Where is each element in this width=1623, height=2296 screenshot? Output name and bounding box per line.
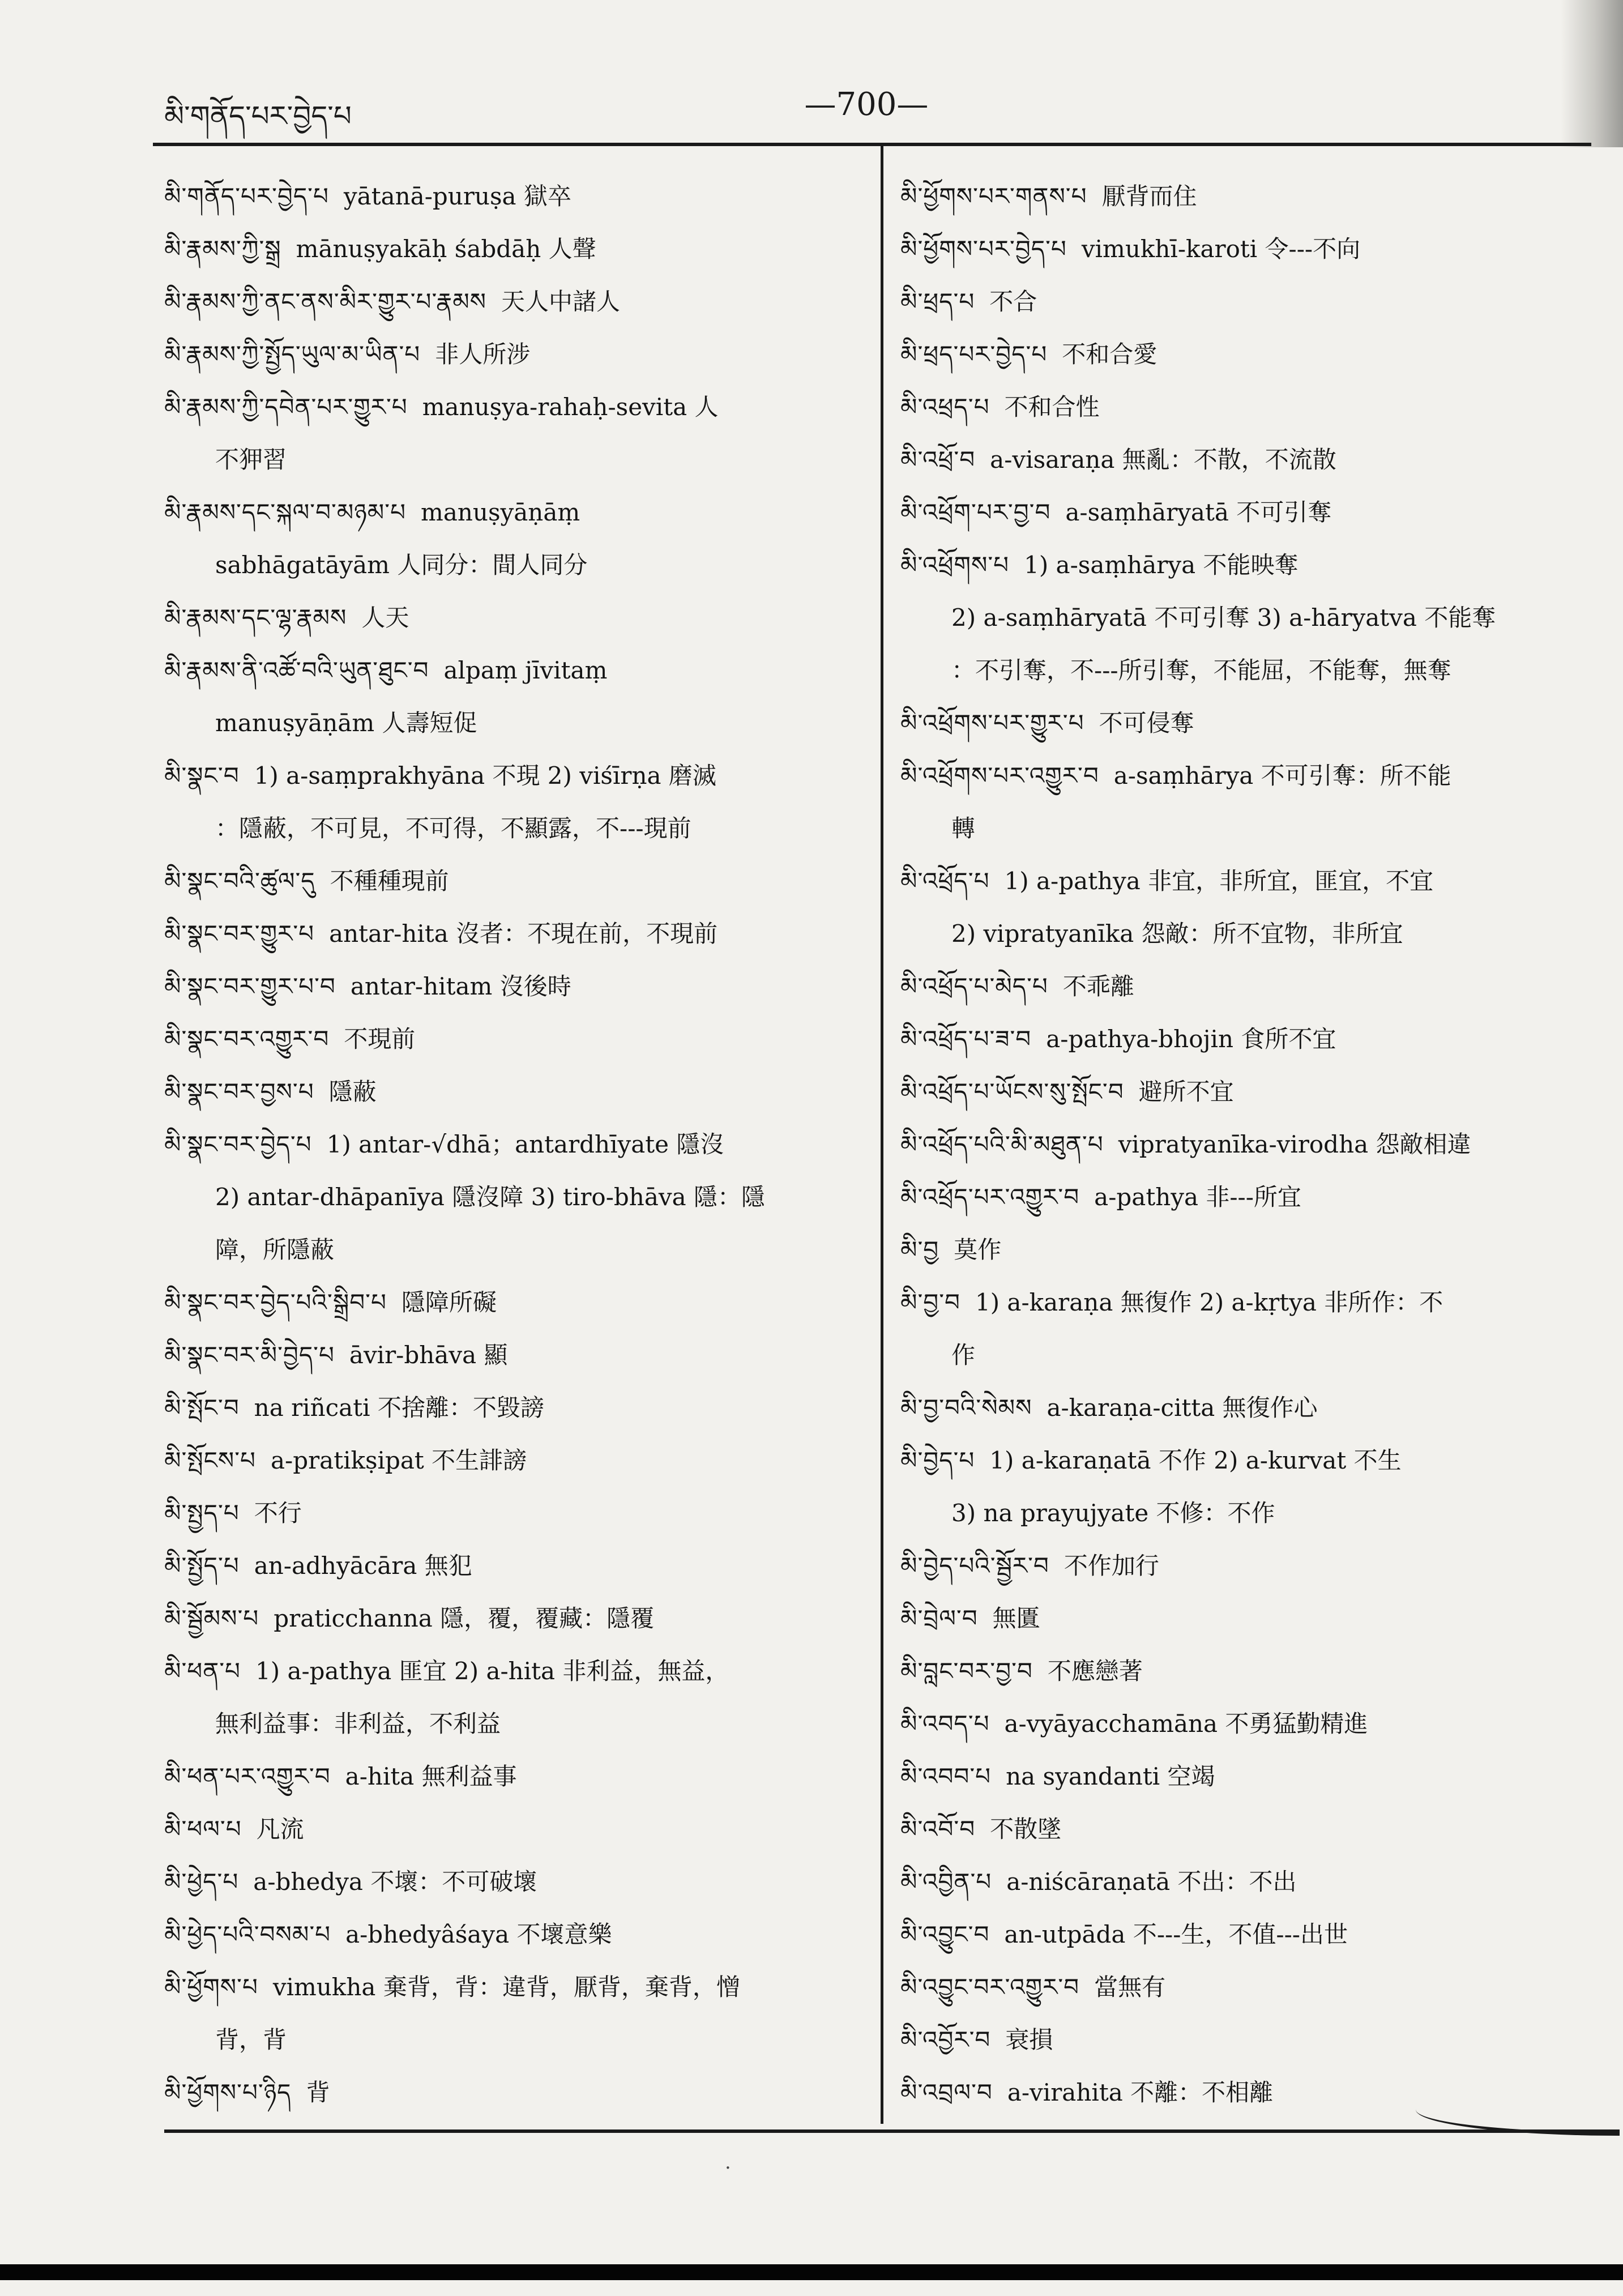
dictionary-entry bbox=[900, 275, 1603, 328]
entry-tibetan: མི་འབབ་པ bbox=[900, 1762, 992, 1790]
entry-continuation: 障，所隱蔽 bbox=[215, 1236, 335, 1264]
entry-tibetan: མི་བྲེལ་བ bbox=[900, 1604, 978, 1632]
entry-tibetan: མི་སྣང་བར་མི་བྱེད་པ bbox=[164, 1341, 335, 1369]
entry-tibetan: མི་བྱ bbox=[900, 1236, 939, 1264]
entry-definition: manuṣya-rahaḥ-sevita 人 bbox=[422, 393, 719, 421]
header-rule bbox=[153, 143, 1591, 146]
entry-definition: a-pathya-bhojin 食所不宜 bbox=[1046, 1025, 1336, 1053]
entry-definition: alpaṃ jīvitaṃ bbox=[443, 656, 608, 684]
entry-tibetan: མི་སྤོང་བ bbox=[164, 1394, 240, 1422]
scan-bottom-band bbox=[0, 2264, 1623, 2280]
entry-definition: a-hita 無利益事 bbox=[345, 1762, 517, 1790]
entry-definition: na riñcati 不捨離：不毀謗 bbox=[254, 1394, 544, 1422]
entry-tibetan: མི་འཕྲོད་པ bbox=[900, 867, 990, 895]
entry-tibetan: མི་འཕྲོགས་པ bbox=[900, 551, 1010, 579]
dictionary-entry bbox=[164, 2066, 866, 2119]
dictionary-entry bbox=[164, 1750, 866, 1803]
entry-definition: 不作加行 bbox=[1064, 1552, 1159, 1580]
column-divider bbox=[881, 146, 883, 2124]
entry-tibetan: མི་འབད་པ bbox=[900, 1710, 990, 1738]
dictionary-entry bbox=[900, 1697, 1603, 1750]
entry-definition: a-karaṇa-citta 無復作心 bbox=[1047, 1394, 1318, 1422]
dictionary-entry bbox=[164, 486, 866, 591]
dictionary-entry bbox=[164, 1908, 866, 1961]
dictionary-entry bbox=[900, 1065, 1603, 1118]
entry-definition: a-visaraṇa 無亂：不散，不流散 bbox=[990, 446, 1336, 473]
dictionary-entry bbox=[164, 223, 866, 275]
dictionary-entry bbox=[900, 539, 1603, 644]
entry-definition: a-bhedya 不壞：不可破壞 bbox=[253, 1868, 537, 1896]
entry-continuation: 不狎習 bbox=[215, 446, 287, 473]
dictionary-entry bbox=[900, 170, 1603, 223]
dictionary-entry bbox=[900, 749, 1603, 855]
entry-definition: 1) a-pathya 非宜，非所宜，匪宜，不宜 bbox=[1004, 867, 1434, 895]
entry-tibetan: མི་འཕྲོགས་པར་འགྱུར་བ bbox=[900, 762, 1099, 789]
entry-continuation: sabhāgatāyām 人同分：間人同分 bbox=[215, 551, 588, 579]
dictionary-entry bbox=[900, 1381, 1603, 1434]
dictionary-entry bbox=[900, 381, 1603, 433]
entry-definition: 隱蔽 bbox=[328, 1078, 377, 1106]
entry-tibetan: མི་བྱེད་པ bbox=[900, 1446, 975, 1474]
entry-definition: 不乖離 bbox=[1062, 972, 1134, 1000]
entry-definition: 人天 bbox=[361, 604, 409, 631]
dictionary-entry bbox=[900, 1434, 1603, 1539]
entry-tibetan: མི་བྱེད་པའི་སྦྱོར་བ bbox=[900, 1552, 1049, 1580]
entry-tibetan: མི་ཕྱོགས་པ bbox=[164, 1973, 258, 2001]
right-column bbox=[900, 170, 1603, 2119]
dictionary-entry bbox=[164, 1118, 866, 1223]
entry-tibetan: མི་འཕྲོད་པའི་མི་མཐུན་པ bbox=[900, 1130, 1104, 1158]
entry-tibetan: མི་འཕྲོད་པ་ཟ་བ bbox=[900, 1025, 1032, 1053]
dictionary-entry bbox=[900, 2013, 1603, 2066]
entry-tibetan: མི་རྣམས་ཀྱི་སྒྲ bbox=[164, 235, 281, 263]
entry-tibetan: མི་ཕྱེད་པ bbox=[164, 1868, 239, 1896]
entry-tibetan: མི་འབྲལ་བ bbox=[900, 2079, 993, 2106]
page-number: —700— bbox=[804, 86, 929, 123]
dictionary-entry bbox=[164, 855, 866, 907]
entry-definition: an-utpāda 不---生，不值---出世 bbox=[1004, 1921, 1348, 1948]
entry-definition: yātanā-puruṣa 獄卒 bbox=[343, 182, 571, 210]
entry-tibetan: མི་ཕྲད་པར་བྱེད་པ bbox=[900, 340, 1048, 368]
entry-definition: 無匱 bbox=[992, 1604, 1040, 1632]
entry-tibetan: མི་བླང་བར་བྱ་བ bbox=[900, 1657, 1033, 1685]
entry-tibetan: མི་རྣམས་ནི་འཚོ་བའི་ཡུན་ཐུང་བ bbox=[164, 656, 429, 684]
entry-tibetan: མི་ཕན་པ bbox=[164, 1657, 241, 1685]
dictionary-entry bbox=[164, 328, 866, 381]
dictionary-entry bbox=[164, 1223, 866, 1276]
dictionary-entry bbox=[900, 1645, 1603, 1697]
dictionary-entry bbox=[164, 1539, 866, 1592]
entry-tibetan: མི་ཕྲད་པ bbox=[900, 288, 975, 315]
entry-tibetan: མི་ཕལ་པ bbox=[164, 1815, 242, 1843]
entry-tibetan: མི་འཕྲོ་བ bbox=[900, 446, 976, 473]
dictionary-entry bbox=[164, 275, 866, 328]
entry-definition: 1) a-karaṇatā 不作 2) a-kurvat 不生 bbox=[989, 1446, 1402, 1474]
entry-definition: 1) a-saṃprakhyāna 不現 2) viśīrṇa 磨滅 bbox=[254, 762, 716, 789]
dictionary-entry bbox=[900, 1118, 1603, 1171]
dictionary-entry bbox=[164, 1065, 866, 1118]
entry-definition: a-niścāraṇatā 不出：不出 bbox=[1006, 1868, 1297, 1896]
entry-definition: 天人中諸人 bbox=[501, 288, 621, 315]
entry-definition: a-pathya 非---所宜 bbox=[1094, 1183, 1301, 1211]
entry-continuation: 作 bbox=[951, 1341, 976, 1369]
entry-continuation: 無利益事：非利益，不利益 bbox=[215, 1710, 501, 1738]
dictionary-entry bbox=[164, 644, 866, 749]
entry-definition: 不和合性 bbox=[1004, 393, 1100, 421]
dictionary-entry bbox=[164, 1803, 866, 1855]
entry-tibetan: མི་སྣང་བ bbox=[164, 762, 240, 789]
entry-tibetan: མི་རྣམས་ཀྱི་ནང་ནས་མིར་གྱུར་པ་རྣམས bbox=[164, 288, 487, 315]
entry-definition: a-bhedyâśaya 不壞意樂 bbox=[345, 1921, 612, 1948]
entry-definition: 莫作 bbox=[954, 1236, 1002, 1264]
entry-tibetan: མི་སྣང་བར་བྱས་པ bbox=[164, 1078, 314, 1106]
entry-continuation: ：隱蔽，不可見，不可得，不顯露，不---現前 bbox=[215, 814, 691, 842]
dictionary-entry bbox=[900, 1855, 1603, 1908]
dictionary-entry bbox=[900, 855, 1603, 960]
entry-tibetan: མི་རྣམས་ཀྱི་དབེན་པར་གྱུར་པ bbox=[164, 393, 408, 421]
dictionary-entry bbox=[900, 433, 1603, 486]
entry-definition: vimukha 棄背，背：違背，厭背，棄背，憎 bbox=[272, 1973, 740, 2001]
dictionary-entry bbox=[900, 223, 1603, 275]
entry-continuation: 背，背 bbox=[215, 2026, 287, 2054]
entry-continuation: ：不引奪，不---所引奪，不能屈，不能奪，無奪 bbox=[951, 656, 1451, 684]
dictionary-entry bbox=[900, 1908, 1603, 1961]
entry-definition: 1) a-karaṇa 無復作 2) a-kṛtya 非所作：不 bbox=[975, 1288, 1443, 1316]
scan-speck: · bbox=[725, 2157, 731, 2179]
entry-definition: vimukhī-karoti 令---不向 bbox=[1081, 235, 1361, 263]
dictionary-entry bbox=[164, 1013, 866, 1065]
entry-definition: a-vyāyacchamāna 不勇猛勤精進 bbox=[1004, 1710, 1368, 1738]
entry-tibetan: མི་རྣམས་དང་ལྷ་རྣམས bbox=[164, 604, 347, 631]
entry-definition: 厭背而住 bbox=[1101, 182, 1197, 210]
dictionary-entry bbox=[900, 697, 1603, 749]
entry-continuation: 2) a-saṃhāryatā 不可引奪 3) a-hāryatva 不能奪 bbox=[951, 604, 1496, 631]
entry-definition: a-virahita 不離：不相離 bbox=[1007, 2079, 1274, 2106]
scan-edge-shadow bbox=[1561, 0, 1623, 147]
entry-tibetan: མི་འཕྲོད་པར་འགྱུར་བ bbox=[900, 1183, 1080, 1211]
footer-rule bbox=[164, 2129, 1620, 2133]
entry-continuation: manuṣyāṇām 人壽短促 bbox=[215, 709, 477, 737]
dictionary-entry bbox=[164, 170, 866, 223]
entry-tibetan: མི་འབོ་བ bbox=[900, 1815, 976, 1843]
dictionary-entry bbox=[900, 1276, 1603, 1381]
entry-definition: 不和合愛 bbox=[1062, 340, 1158, 368]
dictionary-entry bbox=[900, 1539, 1603, 1592]
dictionary-entry bbox=[900, 1223, 1603, 1276]
entry-tibetan: མི་ཕན་པར་འགྱུར་བ bbox=[164, 1762, 331, 1790]
entry-tibetan: མི་འབྱིན་པ bbox=[900, 1868, 992, 1896]
dictionary-entry bbox=[164, 1855, 866, 1908]
dictionary-entry bbox=[164, 1592, 866, 1645]
entry-definition: āvir-bhāva 顯 bbox=[349, 1341, 508, 1369]
dictionary-entry bbox=[164, 1276, 866, 1329]
entry-definition: 1) a-pathya 匪宜 2) a-hita 非利益，無益， bbox=[255, 1657, 729, 1685]
dictionary-entry bbox=[164, 1645, 866, 1750]
dictionary-entry bbox=[164, 1487, 866, 1539]
entry-tibetan: མི་སྣང་བའི་ཚུལ་དུ bbox=[164, 867, 315, 895]
entry-tibetan: མི་འཕྲོགས་པར་གྱུར་པ bbox=[900, 709, 1084, 737]
entry-definition: a-saṃhārya 不可引奪：所不能 bbox=[1113, 762, 1451, 789]
entry-tibetan: མི་འཕྲོད་པ་མེད་པ bbox=[900, 972, 1048, 1000]
entry-tibetan: མི་ཕྱོགས་པར་བྱེད་པ bbox=[900, 235, 1067, 263]
entry-tibetan: མི་འཕྲོག་པར་བྱ་བ bbox=[900, 498, 1051, 526]
dictionary-entry bbox=[164, 907, 866, 960]
entry-definition: antar-hitam 沒後時 bbox=[350, 972, 571, 1000]
entry-definition: manuṣyāṇāṃ bbox=[421, 498, 580, 526]
entry-definition: 衰損 bbox=[1005, 2026, 1053, 2054]
entry-tibetan: མི་རྣམས་ཀྱི་སྤྱོད་ཡུལ་མ་ཡིན་པ bbox=[164, 340, 421, 368]
entry-definition: 不可侵奪 bbox=[1099, 709, 1194, 737]
entry-definition: 1) antar-√dhā；antardhīyate 隱沒 bbox=[326, 1130, 724, 1158]
entry-tibetan: མི་གནོད་པར་བྱེད་པ bbox=[164, 182, 329, 210]
entry-definition: 當無有 bbox=[1094, 1973, 1166, 2001]
dictionary-entry bbox=[900, 644, 1603, 697]
entry-tibetan: མི་རྣམས་དང་སྐལ་བ་མཉམ་པ bbox=[164, 498, 406, 526]
dictionary-entry bbox=[164, 1381, 866, 1434]
entry-tibetan: མི་འཕྲད་པ bbox=[900, 393, 990, 421]
dictionary-entry bbox=[164, 1329, 866, 1381]
entry-tibetan: མི་སྣང་བར་གྱུར་པ bbox=[164, 920, 315, 948]
dictionary-entry bbox=[164, 591, 866, 644]
dictionary-entry bbox=[900, 1961, 1603, 2013]
entry-continuation: 2) vipratyanīka 怨敵：所不宜物，非所宜 bbox=[951, 920, 1403, 948]
entry-tibetan: མི་སྣང་བར་གྱུར་པ་བ bbox=[164, 972, 336, 1000]
dictionary-entry bbox=[900, 1592, 1603, 1645]
dictionary-entry bbox=[900, 328, 1603, 381]
dictionary-entry bbox=[900, 486, 1603, 539]
entry-continuation: 3) na prayujyate 不修：不作 bbox=[951, 1499, 1275, 1527]
entry-definition: 不應戀著 bbox=[1047, 1657, 1143, 1685]
entry-tibetan: མི་འབྱུང་བ bbox=[900, 1921, 990, 1948]
entry-definition: 背 bbox=[306, 2079, 330, 2106]
running-header: མི་གནོད་པར་བྱེད་པ bbox=[164, 100, 352, 133]
entry-definition: 不現前 bbox=[344, 1025, 416, 1053]
entry-tibetan: མི་འབྱུང་བར་འགྱུར་བ bbox=[900, 1973, 1080, 2001]
entry-tibetan: མི་བྱ་བའི་སེམས bbox=[900, 1394, 1032, 1422]
entry-definition: 不散墜 bbox=[990, 1815, 1062, 1843]
left-column bbox=[164, 170, 866, 2119]
entry-definition: 非人所涉 bbox=[435, 340, 531, 368]
entry-tibetan: མི་འབྱོར་བ bbox=[900, 2026, 991, 2054]
entry-tibetan: མི་བྱ་བ bbox=[900, 1288, 960, 1316]
dictionary-entry bbox=[900, 1013, 1603, 1065]
dictionary-entry bbox=[164, 381, 866, 486]
entry-definition: a-saṃhāryatā 不可引奪 bbox=[1065, 498, 1332, 526]
entry-definition: na syandanti 空竭 bbox=[1006, 1762, 1215, 1790]
entry-definition: 不行 bbox=[254, 1499, 302, 1527]
entry-tibetan: མི་ཕྱེད་པའི་བསམ་པ bbox=[164, 1921, 331, 1948]
entry-tibetan: མི་སྤོངས་པ bbox=[164, 1446, 256, 1474]
entry-definition: praticchanna 隱，覆，覆藏：隱覆 bbox=[274, 1604, 655, 1632]
entry-tibetan: མི་སྣང་བར་བྱེད་པའི་སྒྲིབ་པ bbox=[164, 1288, 387, 1316]
entry-continuation: 轉 bbox=[951, 814, 976, 842]
entry-definition: 不合 bbox=[989, 288, 1037, 315]
dictionary-entry bbox=[900, 960, 1603, 1013]
entry-continuation: 2) antar-dhāpanīya 隱沒障 3) tiro-bhāva 隱：隱 bbox=[215, 1183, 766, 1211]
dictionary-entry bbox=[164, 749, 866, 855]
entry-definition: 不種種現前 bbox=[330, 867, 449, 895]
dictionary-entry bbox=[900, 1803, 1603, 1855]
dictionary-entry bbox=[164, 1434, 866, 1487]
entry-tibetan: མི་སྣང་བར་བྱེད་པ bbox=[164, 1130, 312, 1158]
entry-tibetan: མི་ཕྱོགས་པ་ཉིད bbox=[164, 2079, 292, 2106]
entry-definition: a-pratikṣipat 不生誹謗 bbox=[270, 1446, 527, 1474]
entry-tibetan: མི་ཕྱོགས་པར་གནས་པ bbox=[900, 182, 1087, 210]
entry-definition: 1) a-saṃhārya 不能映奪 bbox=[1024, 551, 1299, 579]
entry-tibetan: མི་སྤྱོད་པ bbox=[164, 1552, 240, 1580]
entry-tibetan: མི་སྣང་བར་འགྱུར་བ bbox=[164, 1025, 330, 1053]
entry-definition: vipratyanīka-virodha 怨敵相違 bbox=[1118, 1130, 1471, 1158]
entry-definition: 隱障所礙 bbox=[401, 1288, 497, 1316]
entry-definition: 避所不宜 bbox=[1138, 1078, 1234, 1106]
dictionary-entry bbox=[164, 1961, 866, 2066]
dictionary-entry bbox=[900, 1750, 1603, 1803]
entry-definition: an-adhyācāra 無犯 bbox=[254, 1552, 472, 1580]
entry-definition: mānuṣyakāḥ śabdāḥ 人聲 bbox=[296, 235, 596, 263]
entry-tibetan: མི་འཕྲོད་པ་ཡོངས་སུ་སྤོང་བ bbox=[900, 1078, 1124, 1106]
entry-tibetan: མི་སྤྱད་པ bbox=[164, 1499, 240, 1527]
entry-definition: 凡流 bbox=[256, 1815, 304, 1843]
dictionary-entry bbox=[164, 960, 866, 1013]
entry-tibetan: མི་སྦྱོམས་པ bbox=[164, 1604, 259, 1632]
dictionary-entry bbox=[900, 1171, 1603, 1223]
entry-definition: antar-hita 沒者：不現在前，不現前 bbox=[329, 920, 718, 948]
